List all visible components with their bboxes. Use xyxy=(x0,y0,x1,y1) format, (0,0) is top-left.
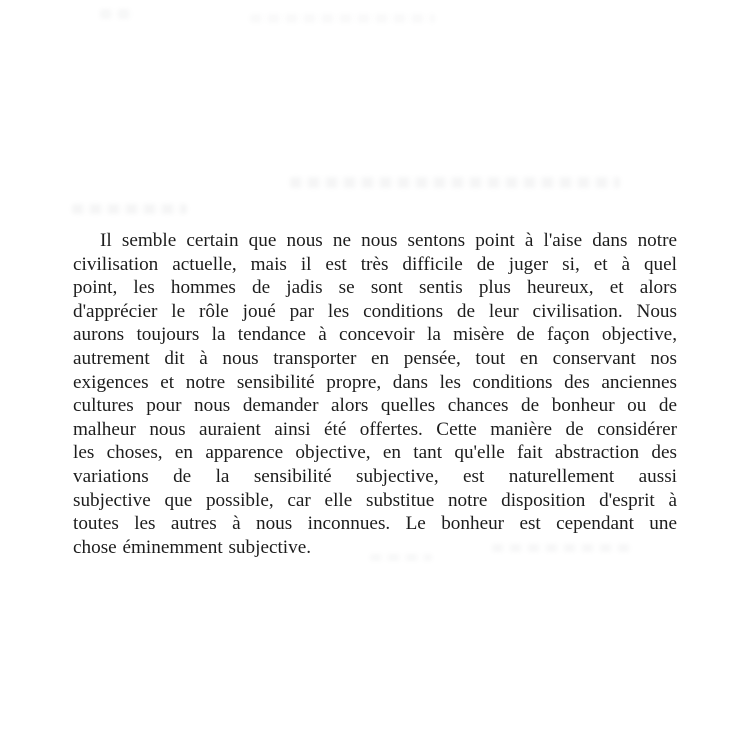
text-line: cultures pour nous demander alors quelles chances de bonheur ou de xyxy=(73,395,677,417)
bleed-through-smudge xyxy=(290,177,620,188)
text-line: aurons toujours la tendance à concevoir la misère de façon objective, xyxy=(73,324,677,346)
text-line: civilisation actuelle, mais il est très difficile de juger si, et à quel xyxy=(73,253,677,275)
text-line: d'apprécier le rôle joué par les conditions de leur civilisation. Nous xyxy=(73,300,677,322)
bleed-through-smudge xyxy=(72,204,187,214)
text-line: toutes les autres à nous inconnues. Le bonheur est cependant une xyxy=(73,513,677,535)
text-line: point, les hommes de jadis se sont sentis plus heureux, et alors xyxy=(73,277,677,299)
text-line: variations de la sensibilité subjective, est naturellement aussi xyxy=(73,465,677,487)
text-line: subjective que possible, car elle substitue notre disposition d'esprit à xyxy=(73,489,677,511)
paragraph xyxy=(73,229,677,559)
text-line: malheur nous auraient ainsi été offertes. Cette manière de considérer xyxy=(73,418,677,440)
text-line: chose éminemment subjective. xyxy=(73,536,312,558)
text-line: autrement dit à nous transporter en pensée, tout en conservant nos xyxy=(73,347,677,369)
bleed-through-smudge xyxy=(250,14,435,23)
bleed-through-smudge xyxy=(100,9,134,19)
text-line: les choses, en apparence objective, en tant qu'elle fait abstraction des xyxy=(73,442,677,464)
text-line: Il semble certain que nous ne nous sentons point à l'aise dans notre xyxy=(100,230,677,251)
text-line: exigences et notre sensibilité propre, dans les conditions des anciennes xyxy=(73,371,677,393)
